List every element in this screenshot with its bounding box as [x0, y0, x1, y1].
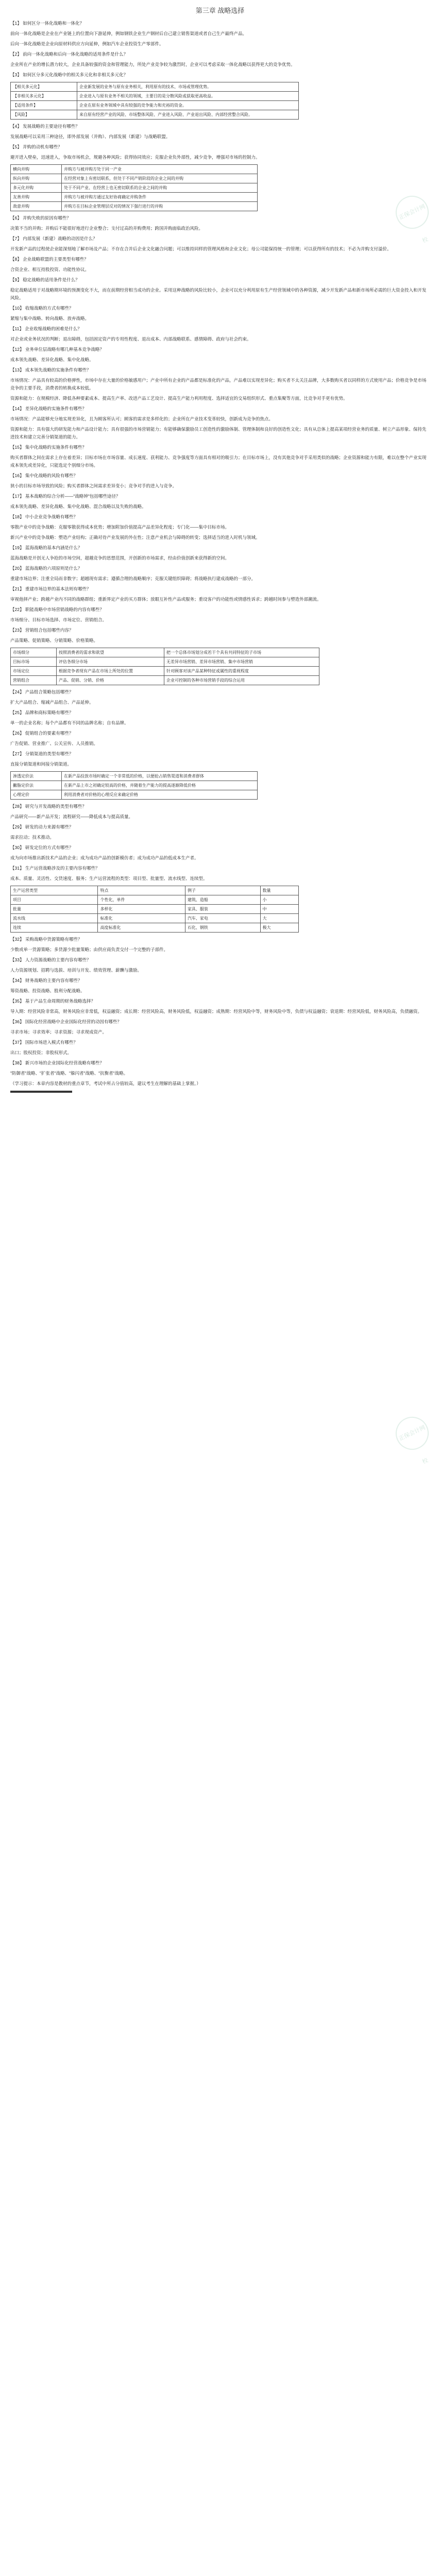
- section-7: [10, 803, 430, 883]
- paragraph: 零散产业中的竞争战略：克服零散获得成本优势；增加附加价值提高产品差异化程度；专门化——集中目标市场。: [10, 524, 230, 530]
- paragraph: 【1】 如何区分一体化战略和一体化？: [10, 21, 84, 26]
- paragraph: 【19】 蓝海战略的基本内涵是什么？: [10, 545, 82, 550]
- table-header-cell: 特点: [98, 886, 185, 895]
- table-row: [11, 648, 319, 657]
- paragraph: 【21】 重建市场边界的基本法则有哪些？: [10, 586, 91, 591]
- table-cell: 极大: [260, 923, 298, 933]
- table-diversification: [10, 82, 299, 120]
- paragraph: 【31】 生产运营战略涉及的主要内容有哪些？: [10, 866, 100, 871]
- table-header-cell: 生产运营类型: [11, 886, 98, 895]
- table-cell: 流水线: [11, 914, 98, 923]
- paragraph: 广告促销、营业推广、公关宣传、人员推销。: [10, 741, 98, 746]
- table-cell: 评估各细分市场: [57, 657, 164, 667]
- table-header-row: [11, 886, 299, 895]
- paragraph: 【10】 收缩战略的方式有哪些？: [10, 306, 74, 311]
- table-cell: 批量: [11, 905, 98, 914]
- paragraph: 【22】 职能战略中市场营销战略的内容有哪些？: [10, 607, 104, 612]
- paragraph: 【33】 人力资源战略的主要内容有哪些？: [10, 957, 91, 962]
- paragraph: 【35】 基于产品生命周期的财务战略选择？: [10, 998, 95, 1004]
- table-row: [11, 110, 299, 120]
- table-row: [11, 790, 258, 800]
- paragraph: 【15】 集中化战略的实施条件有哪些？: [10, 445, 87, 450]
- paragraph: 【32】 采购战略中货源策略有哪些？: [10, 937, 82, 942]
- table-cell: 来自原有经营产业的风险、市场整体风险、产业进入风险、产业退出风险、内部经营整合风险。: [77, 110, 299, 120]
- paragraph: 资源和能力：具有强大的研发能力和产品设计能力；具有很强的市场营销能力；有能够确保激励员工创造性的激励体制、管理体制和良好的创造性文化；具有从总体上提高某项经营业务的质量、树立产品形象、保持先进技术和建立完善分销渠道的能力。: [10, 427, 427, 439]
- table-row: [11, 772, 258, 781]
- table-row: [11, 895, 299, 905]
- paragraph: 后向一体化战略是企业向原材料供应方向延伸，例如汽车企业投资生产零部件。: [10, 41, 164, 46]
- table-cell: 企业新发展的业务与原有业务相关，利用原有的技术、市场或管理优势。: [77, 82, 299, 92]
- paragraph: 成本、质量、灵活性、交货速度、服务；生产运营流程的类型：项目型、批量型、流水线型、连续型。: [10, 876, 208, 881]
- table-row: [11, 174, 258, 183]
- paragraph: 产品研究——新产品开发；流程研究——降低成本与提高质量。: [10, 814, 133, 819]
- paragraph: 成本领先战略、差异化战略、集中化战略、混合战略以及失败的战略。: [10, 504, 146, 509]
- paragraph: 开发新产品的过程使企业能深刻地了解市场及产品；不存在合并后企业文化融合问题；可以维持同样的管理风格和企业文化；母公司能保持统一的管理；可以获得所有的技术；不必为并购支付溢价。: [10, 246, 392, 251]
- table-cell: 心理定价: [11, 790, 62, 800]
- paragraph: 【2】 前向一体化战略和后向一体化战略的适用条件是什么？: [10, 52, 128, 57]
- table-cell: 家具、服装: [185, 905, 260, 914]
- paragraph: 【11】 企业收缩战略的困难是什么？: [10, 326, 82, 331]
- table-row: [11, 92, 299, 101]
- table-cell: 个性化，单件: [98, 895, 185, 905]
- paragraph: 【20】 蓝海战略的六项原则是什么？: [10, 566, 82, 571]
- table-row: [11, 202, 258, 211]
- paragraph: 发展战略可以采用三种途径，即外部发展（并购）、内部发展（新建）与战略联盟。: [10, 134, 171, 139]
- table-cell: 渗透定价法: [11, 772, 62, 781]
- table-cell: 大: [260, 914, 298, 923]
- table-cell: 按照消费者的需求和欲望: [57, 648, 164, 657]
- paragraph: 少数或单一货源策略；多货源少批量策略；由供应商负责交付一个完整的子部件。: [10, 947, 168, 952]
- section-5: [10, 544, 430, 645]
- page-title: 第三章 战略选择: [195, 7, 245, 14]
- paragraph: "防御者"战略、"扩张者"战略、"躲闪者"战略、"抗衡者"战略。: [10, 1071, 128, 1076]
- table-cell: 友善并购: [11, 193, 62, 202]
- paragraph: 【16】 集中化战略的风险有哪些？: [10, 473, 78, 478]
- table-cell: 目标市场: [11, 657, 57, 667]
- table-row: [11, 193, 258, 202]
- table-cell: 连续: [11, 923, 98, 933]
- table-cell: 项目: [11, 895, 98, 905]
- paragraph: 市场细分、目标市场选择、市场定位、营销组合。: [10, 617, 107, 622]
- paragraph: 新兴产业中的竞争战略：塑造产业结构；正确对待产业发展的外在性；注意产业机会与障碍的转变；选择适当的进入时机与领域。: [10, 535, 260, 540]
- paragraph: 【29】 研发的动力来源有哪些？: [10, 824, 74, 829]
- table-cell: 中: [260, 905, 298, 914]
- section-2: [10, 123, 430, 161]
- paragraph: 【36】 国际化经营战略中企业国际化经营的动因有哪些？: [10, 1019, 122, 1024]
- paragraph: 直接分销渠道和间接分销渠道。: [10, 761, 72, 767]
- table-row: [11, 165, 258, 174]
- paragraph: 【13】 成本领先战略的实施条件有哪些？: [10, 367, 91, 372]
- watermark-logo: 正保会计网校: [390, 1411, 434, 1455]
- table-cell: 小: [260, 895, 298, 905]
- paragraph: 【37】 国际市场进入模式有哪些？: [10, 1040, 78, 1045]
- table-cell: 在新产品上市之初确定较高的价格，并随着生产能力的提高逐渐降低价格: [62, 781, 258, 790]
- table-cell: 并购方与被并购方处于同一产业: [62, 165, 258, 174]
- table-cell: 撇脂定价法: [11, 781, 62, 790]
- table-cell: 多元化并购: [11, 183, 62, 193]
- table-cell: 并购方在目标企业管理层反对的情况下强行进行的并购: [62, 202, 258, 211]
- paragraph: 稳定战略适用于对战略期环境的预测变化不大，而在前期经营相当成功的企业。采用这种战略的风险比较小，企业可以充分利用原有生产经营领域中的各种资源，减少开发新产品和新市场所必需的巨大资金投入和开发风险。: [10, 287, 427, 300]
- table-cell: 营销组合: [11, 676, 57, 685]
- paragraph: 成本领先战略、差异化战略、集中化战略。: [10, 357, 94, 362]
- paragraph: 【4】 发展战略的主要途径有哪些？: [10, 124, 80, 129]
- paragraph: 【3】 如何区分多元化战略中的相关多元化和非相关多元化？: [10, 72, 128, 77]
- table-cell: 【非相关多元化】: [11, 92, 77, 101]
- table-row: [11, 905, 299, 914]
- table-header-cell: 例子: [185, 886, 260, 895]
- table-pricing: [10, 771, 258, 800]
- table-cell: 根据竞争者现有产品在市场上所处的位置: [57, 667, 164, 676]
- paragraph: 筹资战略、投资战略、股利分配战略。: [10, 988, 85, 993]
- table-cell: 高度标准化: [98, 923, 185, 933]
- paragraph: 市场情况：产品能够充分地实现差异化，且为顾客所认可；顾客的需求是多样化的；企业所在产业技术变革较快，创新成为竞争的焦点。: [10, 416, 274, 421]
- table-row: [11, 667, 319, 676]
- paragraph: 市场情况：产品具有较高的价格弹性，市场中存在大量的价格敏感用户；产业中所有企业的产品都是标准化的产品，产品难以实现差异化；购买者不太关注品牌，大多数购买者以同样的方式使用产品；价格竞争是市场竞争的主要手段，消费者的转换成本较低。: [10, 378, 427, 391]
- table-cell: 汽车、家电: [185, 914, 260, 923]
- paragraph: （学习提示：本章内容是教材的重点章节，考试中所占分值较高，建议考生在理解的基础上掌握。）: [10, 1081, 201, 1086]
- table-cell: 多样化: [98, 905, 185, 914]
- table-cell: 标准化: [98, 914, 185, 923]
- paragraph: 紧缩与集中战略、转向战略、放弃战略。: [10, 316, 90, 321]
- paragraph: 【27】 分销渠道的类型有哪些？: [10, 751, 74, 756]
- table-row: [11, 183, 258, 193]
- paragraph: 需求拉动；技术推动。: [10, 835, 55, 840]
- table-cell: 敌意并购: [11, 202, 62, 211]
- paragraph: 企业所在产业的增长潜力较大，企业具备较强的资金和管理能力，所处产业竞争较为激烈时，企业可以考虑采取一体化战略以获得更大的竞争优势。: [10, 62, 295, 67]
- paragraph: 【28】 研究与开发战略的类型有哪些？: [10, 804, 87, 809]
- table-row: [11, 101, 299, 110]
- paragraph: 【25】 品牌和商标策略有哪些？: [10, 710, 74, 715]
- paragraph: 重建市场边界；注重全局而非数字；超越现有需求；遵循合理的战略顺序；克服关键组织障碍；将战略执行建成战略的一部分。: [10, 576, 256, 581]
- section-4: [10, 346, 430, 541]
- table-cell: 【相关多元化】: [11, 82, 77, 92]
- table-cell: 在经营对象上有密切联系，但处于不同产销阶段的企业之间的并购: [62, 174, 258, 183]
- paragraph: 寻求市场；寻求效率；寻求资源；寻求现成资产。: [10, 1029, 107, 1035]
- table-cell: 处于不同产业、在经营上也无密切联系的企业之间的并购: [62, 183, 258, 193]
- table-cell: 产品、促销、分销、价格: [57, 676, 164, 685]
- table-cell: 无差异市场营销、差异市场营销、集中市场营销: [164, 657, 319, 667]
- paragraph: 购买者群体之间在需求上存在着差异；目标市场在市场容量、成长速度、获利能力、竞争强度等方面具有相对的吸引力；在目标市场上，没有其他竞争对手采用类似的战略；企业资源和能力有限，难以在整个产业实现成本领先或差异化，只能选定个别细分市场。: [10, 455, 427, 468]
- section-1: [10, 20, 430, 79]
- section-6: [10, 688, 430, 768]
- table-cell: 石化、钢铁: [185, 923, 260, 933]
- table-cell: 【风险】: [11, 110, 77, 120]
- paragraph: 前向一体化战略是企业在产业链上的位置向下游延伸，例如钢铁企业生产钢材后自己建立销售渠道或者自己生产最终产品。: [10, 31, 247, 36]
- paragraph: 成为向市场推出新技术产品的企业；成为成功产品的创新模仿者；成为成功产品的低成本生产者。: [10, 855, 199, 860]
- end-divider: [10, 1091, 72, 1093]
- paragraph: 【24】 产品组合策略包括哪些？: [10, 689, 74, 694]
- paragraph: 决策不当的并购；并购后不能很好地进行企业整合；支付过高的并购费用；跨国并购面临政治风险。: [10, 226, 204, 231]
- table-cell: 企业在原有业务领域中具有较强的竞争能力和充裕的资金。: [77, 101, 299, 110]
- table-cell: 在新产品投放市场时确定一个非常低的价格，以便抢占销售渠道和消费者群体: [62, 772, 258, 781]
- paragraph: 单一的企业名称；每个产品都有不同的品牌名称；自有品牌。: [10, 720, 129, 725]
- table-merger-types: [10, 164, 258, 211]
- paragraph: 出口；股权投资；非股权形式。: [10, 1050, 72, 1055]
- paragraph: 狭小的目标市场导致的风险；购买者群体之间需求差异变小；竞争对手的进入与竞争。: [10, 483, 177, 488]
- paragraph: 蓝海战略是开创无人争抢的市场空间，超越竞争的思想范围，开创新的市场需求，经由价值创新来获得新的空间。: [10, 555, 230, 561]
- table-row: [11, 914, 299, 923]
- paragraph: 资源和能力：在规模经济、降低各种要素成本、提高生产率、改进产品工艺设计、提高生产能力利用程度、选择适宜的交易组织形式、重点集聚等方面，比竞争对手更有优势。: [10, 396, 348, 401]
- section-8: [10, 936, 430, 1088]
- table-cell: 利用消费者对价格的心理反应来确定价格: [62, 790, 258, 800]
- paragraph: 【30】 研发定位的方式有哪些？: [10, 845, 74, 850]
- paragraph: 【5】 并购的动机有哪些？: [10, 144, 62, 149]
- paragraph: 【7】 内部发展（新建）战略的动因是什么？: [10, 236, 97, 241]
- paragraph: 【34】 财务战略的主要内容有哪些？: [10, 978, 82, 983]
- table-cell: 市场定位: [11, 667, 57, 676]
- table-row: [11, 657, 319, 667]
- paragraph: 对企业或业务状况的判断；退出障碍，包括固定资产的专用性程度、退出成本、内部战略联系、感情障碍、政府与社会约束。: [10, 336, 251, 342]
- table-cell: 市场细分: [11, 648, 57, 657]
- table-row: [11, 781, 258, 790]
- watermark-logo: 正保会计网校: [390, 190, 434, 234]
- paragraph: 【8】 企业战略联盟的主要类型有哪些？: [10, 257, 89, 262]
- paragraph: 扩大产品组合、缩减产品组合、产品延伸。: [10, 700, 94, 705]
- table-row: [11, 923, 299, 933]
- table-cell: 把一个总体市场划分成若干个具有共同特征的子市场: [164, 648, 319, 657]
- paragraph: 【18】 中小企业竞争战略有哪些？: [10, 514, 78, 519]
- table-cell: 针对顾客对该产品某种特征或属性的重视程度: [164, 667, 319, 676]
- table-operations: [10, 886, 299, 933]
- paragraph: 【23】 营销组合包括哪些内容？: [10, 628, 74, 633]
- table-cell: 建筑、造船: [185, 895, 260, 905]
- paragraph: 【14】 差异化战略的实施条件有哪些？: [10, 406, 87, 411]
- table-row: [11, 676, 319, 685]
- paragraph: 合资企业、相互持股投资、功能性协议。: [10, 267, 90, 272]
- table-cell: 纵向并购: [11, 174, 62, 183]
- paragraph: 【9】 稳定战略的适用条件是什么？: [10, 277, 80, 282]
- section-3: [10, 214, 430, 343]
- table-cell: 企业可控制的各种市场营销手段的综合运用: [164, 676, 319, 685]
- table-row: [11, 82, 299, 92]
- table-header-cell: 数量: [260, 886, 298, 895]
- paragraph: 【6】 并购失败的原因有哪些？: [10, 215, 71, 221]
- table-cell: 并购方与被并购方通过友好协商确定并购条件: [62, 193, 258, 202]
- table-cell: 企业进入与原有业务不相关的领域，主要目的是分散风险或获取更高收益。: [77, 92, 299, 101]
- paragraph: 产品策略、促销策略、分销策略、价格策略。: [10, 638, 98, 643]
- table-marketing: [10, 648, 319, 685]
- paragraph: 人力资源规划、招聘与选拔、培训与开发、绩效管理、薪酬与激励。: [10, 968, 142, 973]
- paragraph: 【38】 新兴市场的企业国际化经营战略有哪些？: [10, 1060, 104, 1065]
- paragraph: 【26】 促销组合的要素有哪些？: [10, 731, 74, 736]
- table-cell: 【适用条件】: [11, 101, 77, 110]
- paragraph: 【17】 基本战略的综合分析——"战略钟"包括哪些途径？: [10, 494, 121, 499]
- paragraph: 【12】 业务单位层战略有哪几种基本竞争战略？: [10, 347, 104, 352]
- paragraph: 导入期：经营风险非常高，财务风险应非常低，权益融资；成长期：经营风险高，财务风险低，权益融资；成熟期：经营风险中等，财务风险中等，负债与权益融资；衰退期：经营风险低，财务风险高，负债融资。: [10, 1009, 422, 1014]
- paragraph: 避开进入壁垒，迅速进入，争取市场机会，规避各种风险；获得协同效应；克服企业负外部性，减少竞争，增强对市场的控制力。: [10, 155, 260, 160]
- paragraph: 审视他择产业；跨越产业内不同的战略群组；重新界定产业的买方群体；放眼互补性产品或服务；重设客户的功能性或情感性诉求；跨越时间参与塑造外部潮流。: [10, 597, 321, 602]
- table-cell: 横向并购: [11, 165, 62, 174]
